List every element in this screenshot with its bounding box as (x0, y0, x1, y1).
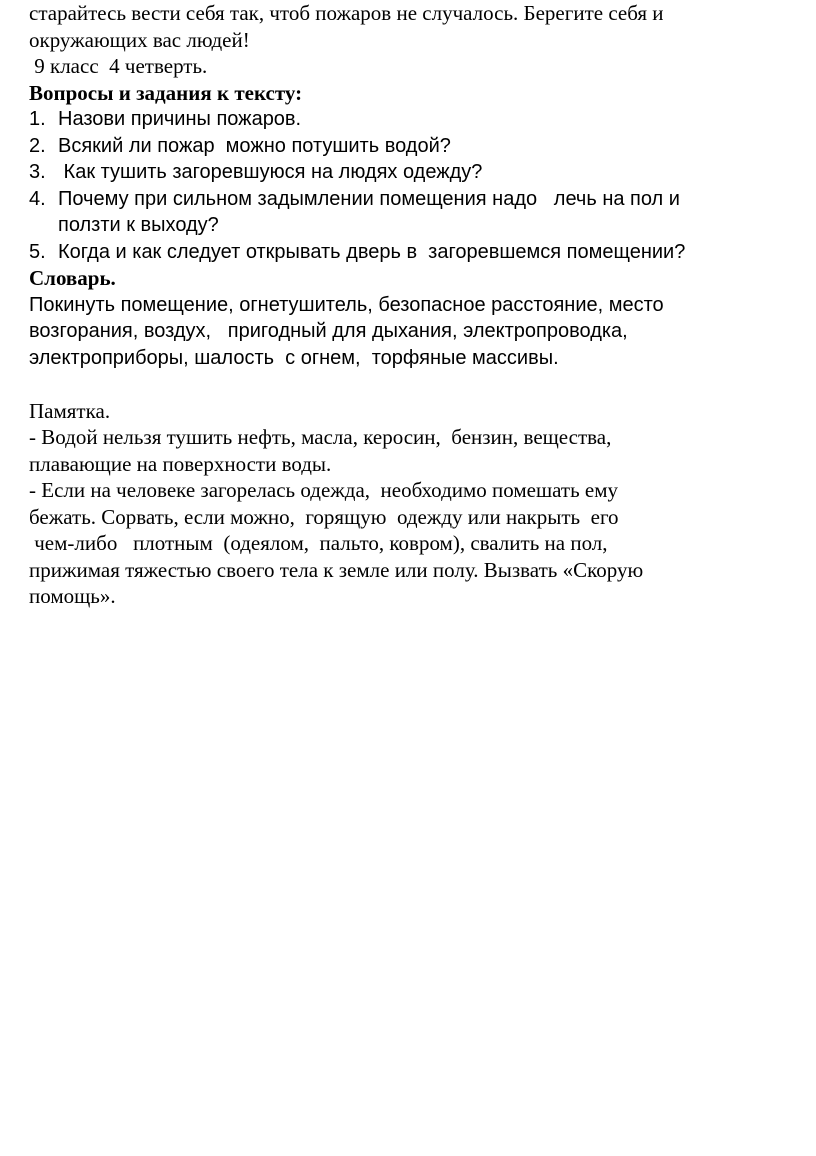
question-item (29, 186, 804, 239)
question-text: Как тушить загоревшуюся на людях одежду? (58, 161, 483, 183)
memo-line: чем-либо плотным (одеялом, пальто, ковром), свалить на пол, (29, 531, 608, 555)
vocabulary-line: возгорания, воздух, пригодный для дыхания, электропроводка, (29, 320, 628, 342)
question-number: 1. (29, 108, 46, 130)
question-item (29, 133, 804, 160)
question-item (29, 239, 804, 266)
question-number: 2. (29, 134, 46, 157)
vocabulary-heading: Словарь. (29, 266, 116, 290)
intro-line-2: окружающих вас людей! (29, 27, 250, 52)
memo-line: - Водой нельзя тушить нефть, масла, керосин, бензин, вещества, (29, 425, 612, 449)
question-text: Всякий ли пожар можно потушить водой? (58, 134, 451, 157)
question-number: 4. (29, 187, 46, 210)
memo-line: помощь». (29, 584, 116, 608)
question-text-continued: ползти к выходу? (58, 214, 219, 236)
question-number: 3. (29, 161, 46, 183)
questions-heading: Вопросы и задания к тексту: (29, 80, 303, 105)
question-text: Когда и как следует открывать дверь в загоревшемся помещении? (58, 240, 686, 263)
question-item (29, 159, 804, 186)
memo-line: плавающие на поверхности воды. (29, 451, 332, 476)
memo-line: бежать. Сорвать, если можно, горящую одежду или накрыть его (29, 504, 619, 529)
question-text: Назови причины пожаров. (58, 108, 302, 130)
spacer (29, 371, 804, 398)
memo-heading: Памятка. (29, 398, 111, 423)
memo-line: - Если на человеке загорелась одежда, необходимо помешать ему (29, 478, 619, 502)
document-page (29, 0, 804, 610)
grade-line: 9 класс 4 четверть. (29, 54, 208, 78)
question-text: Почему при сильном задымлении помещения надо лечь на пол и (58, 187, 680, 210)
memo-line: прижимая тяжестью своего тела к земле или полу. Вызвать «Скорую (29, 557, 644, 582)
vocabulary-line: Покинуть помещение, огнетушитель, безопасное расстояние, место (29, 293, 664, 316)
vocabulary-line: электроприборы, шалость с огнем, торфяные массивы. (29, 346, 559, 369)
question-number: 5. (29, 240, 46, 263)
question-item (29, 106, 804, 133)
questions-list (29, 106, 804, 265)
intro-line-1: старайтесь вести себя так, чтоб пожаров не случалось. Берегите себя и (29, 1, 664, 25)
